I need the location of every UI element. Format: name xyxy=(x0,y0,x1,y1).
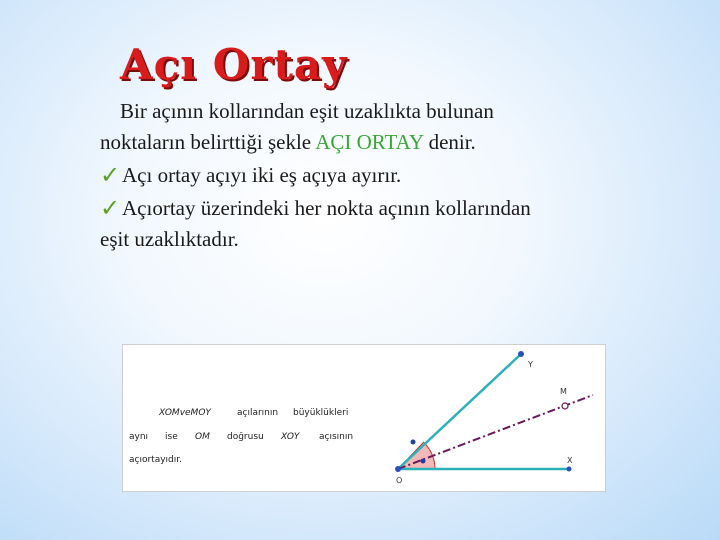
angle-bisector-figure xyxy=(122,344,606,492)
figure-text-same: aynı xyxy=(129,432,149,442)
figure-text-arms: açılarının xyxy=(237,408,279,418)
figure-text-angle: açısının xyxy=(319,432,354,442)
figure-text-xoy: XOY xyxy=(281,432,300,442)
arm-oy xyxy=(398,354,521,469)
angle-mark-lower xyxy=(421,459,426,464)
bullet-text-1: Açı ortay açıyı iki eş açıya ayırır. xyxy=(122,163,402,187)
angle-mark-upper xyxy=(411,440,416,445)
body-text xyxy=(100,96,620,255)
check-icon: ✓ xyxy=(100,161,121,189)
point-m xyxy=(562,403,568,409)
bullet-item-1 xyxy=(100,160,620,191)
figure-text-if: ise xyxy=(165,432,178,442)
point-x xyxy=(567,467,572,472)
angle-diagram xyxy=(123,345,605,491)
definition-line2-prefix: noktaların belirttiği şekle xyxy=(100,130,316,154)
figure-text-bisector: açıortayıdır. xyxy=(129,455,182,465)
label-y: Y xyxy=(528,360,533,369)
point-o xyxy=(395,466,401,472)
point-y xyxy=(518,351,524,357)
label-o: O xyxy=(396,476,403,485)
definition-term: AÇI ORTAY xyxy=(315,130,424,154)
figure-text-line: doğrusu xyxy=(227,432,264,442)
definition-line2-suffix: denir. xyxy=(423,130,476,154)
label-m: M xyxy=(560,387,567,396)
slide-title: Açı Ortay xyxy=(120,40,348,89)
bullet-item-2 xyxy=(100,193,620,224)
figure-text-om: OM xyxy=(195,432,210,442)
definition-paragraph xyxy=(100,96,620,158)
figure-text-sizes: büyüklükleri xyxy=(293,408,349,418)
check-icon: ✓ xyxy=(100,194,121,222)
figure-text-angles: XOMveMOY xyxy=(159,408,211,418)
definition-line1: Bir açının kollarından eşit uzaklıkta bulunan xyxy=(120,99,494,123)
bullet-text-2: Açıortay üzerindeki her nokta açının kollarından xyxy=(122,196,531,220)
label-x: X xyxy=(567,456,573,465)
bullet-continuation: eşit uzaklıktadır. xyxy=(100,227,239,251)
